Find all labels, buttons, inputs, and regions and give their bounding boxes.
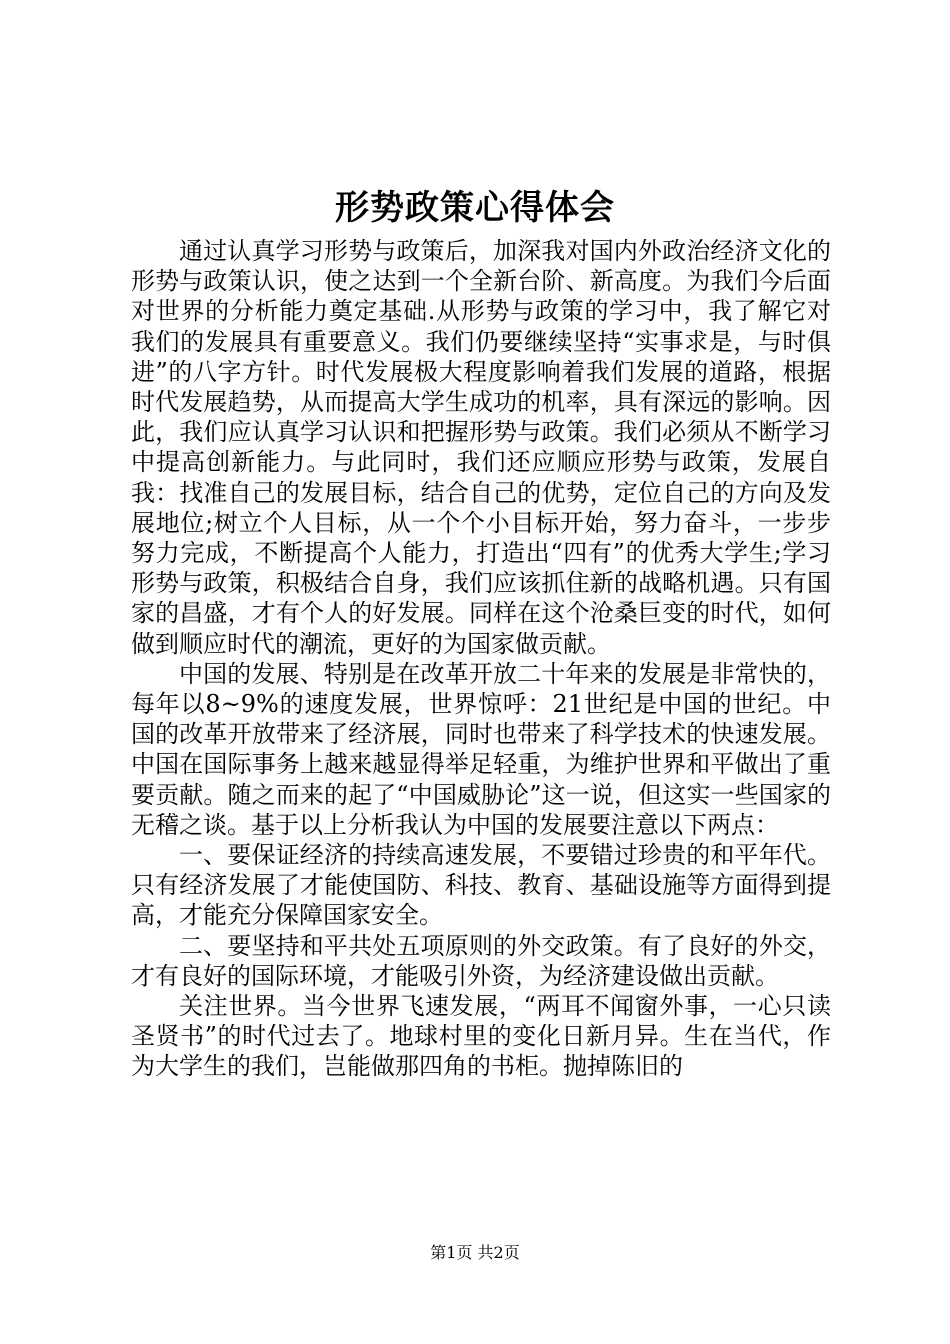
paragraph-2: 中国的发展、特别是在改革开放二十年来的发展是非常快的，每年以8~9%的速度发展，世界惊呼：21世纪是中国的世纪。中国的改革开放带来了经济展，同时也带来了科学技术的快速发展。中国在国际事务上越来越显得举足轻重，为维护世界和平做出了重要贡献。随之而来的起了“中国威胁论”这一说，但这实一些国家的无稽之谈。基于以上分析我认为中国的发展要注意以下两点： — [131, 659, 831, 839]
paragraph-1: 通过认真学习形势与政策后，加深我对国内外政治经济文化的形势与政策认识，使之达到一个全新台阶、新高度。为我们今后面对世界的分析能力奠定基础.从形势与政策的学习中，我了解它对我们的发展具有重要意义。我们仍要继续坚持“实事求是，与时俱进”的八字方针。时代发展极大程度影响着我们发展的道路，根据时代发展趋势，从而提高大学生成功的机率，具有深远的影响。因此，我们应认真学习认识和把握形势与政策。我们必须从不断学习中提高创新能力。与此同时，我们还应顺应形势与政策，发展自我：找准自己的发展目标，结合自己的优势，定位自己的方向及发展地位;树立个人目标，从一个个小目标开始，努力奋斗，一步步努力完成，不断提高个人能力，打造出“四有”的优秀大学生;学习形势与政策，积极结合自身，我们应该抓住新的战略机遇。只有国家的昌盛，才有个人的好发展。同样在这个沧桑巨变的时代，如何做到顺应时代的潮流，更好的为国家做贡献。 — [131, 237, 831, 658]
paragraph-5: 关注世界。当今世界飞速发展，“两耳不闻窗外事，一心只读圣贤书”的时代过去了。地球村里的变化日新月异。生在当代，作为大学生的我们，岂能做那四角的书柜。抛掉陈旧的 — [131, 992, 831, 1081]
page-title: 形势政策心得体会 — [335, 188, 615, 228]
paragraph-4: 二、要坚持和平共处五项原则的外交政策。有了良好的外交，才有良好的国际环境，才能吸引外资，为经济建设做出贡献。 — [131, 931, 831, 990]
paragraph-3: 一、要保证经济的持续高速发展，不要错过珍贵的和平年代。只有经济发展了才能使国防、科技、教育、基础设施等方面得到提高，才能充分保障国家安全。 — [131, 841, 831, 930]
page-footer: 第1页 共2页 — [430, 1243, 520, 1262]
document-body — [131, 236, 831, 1082]
